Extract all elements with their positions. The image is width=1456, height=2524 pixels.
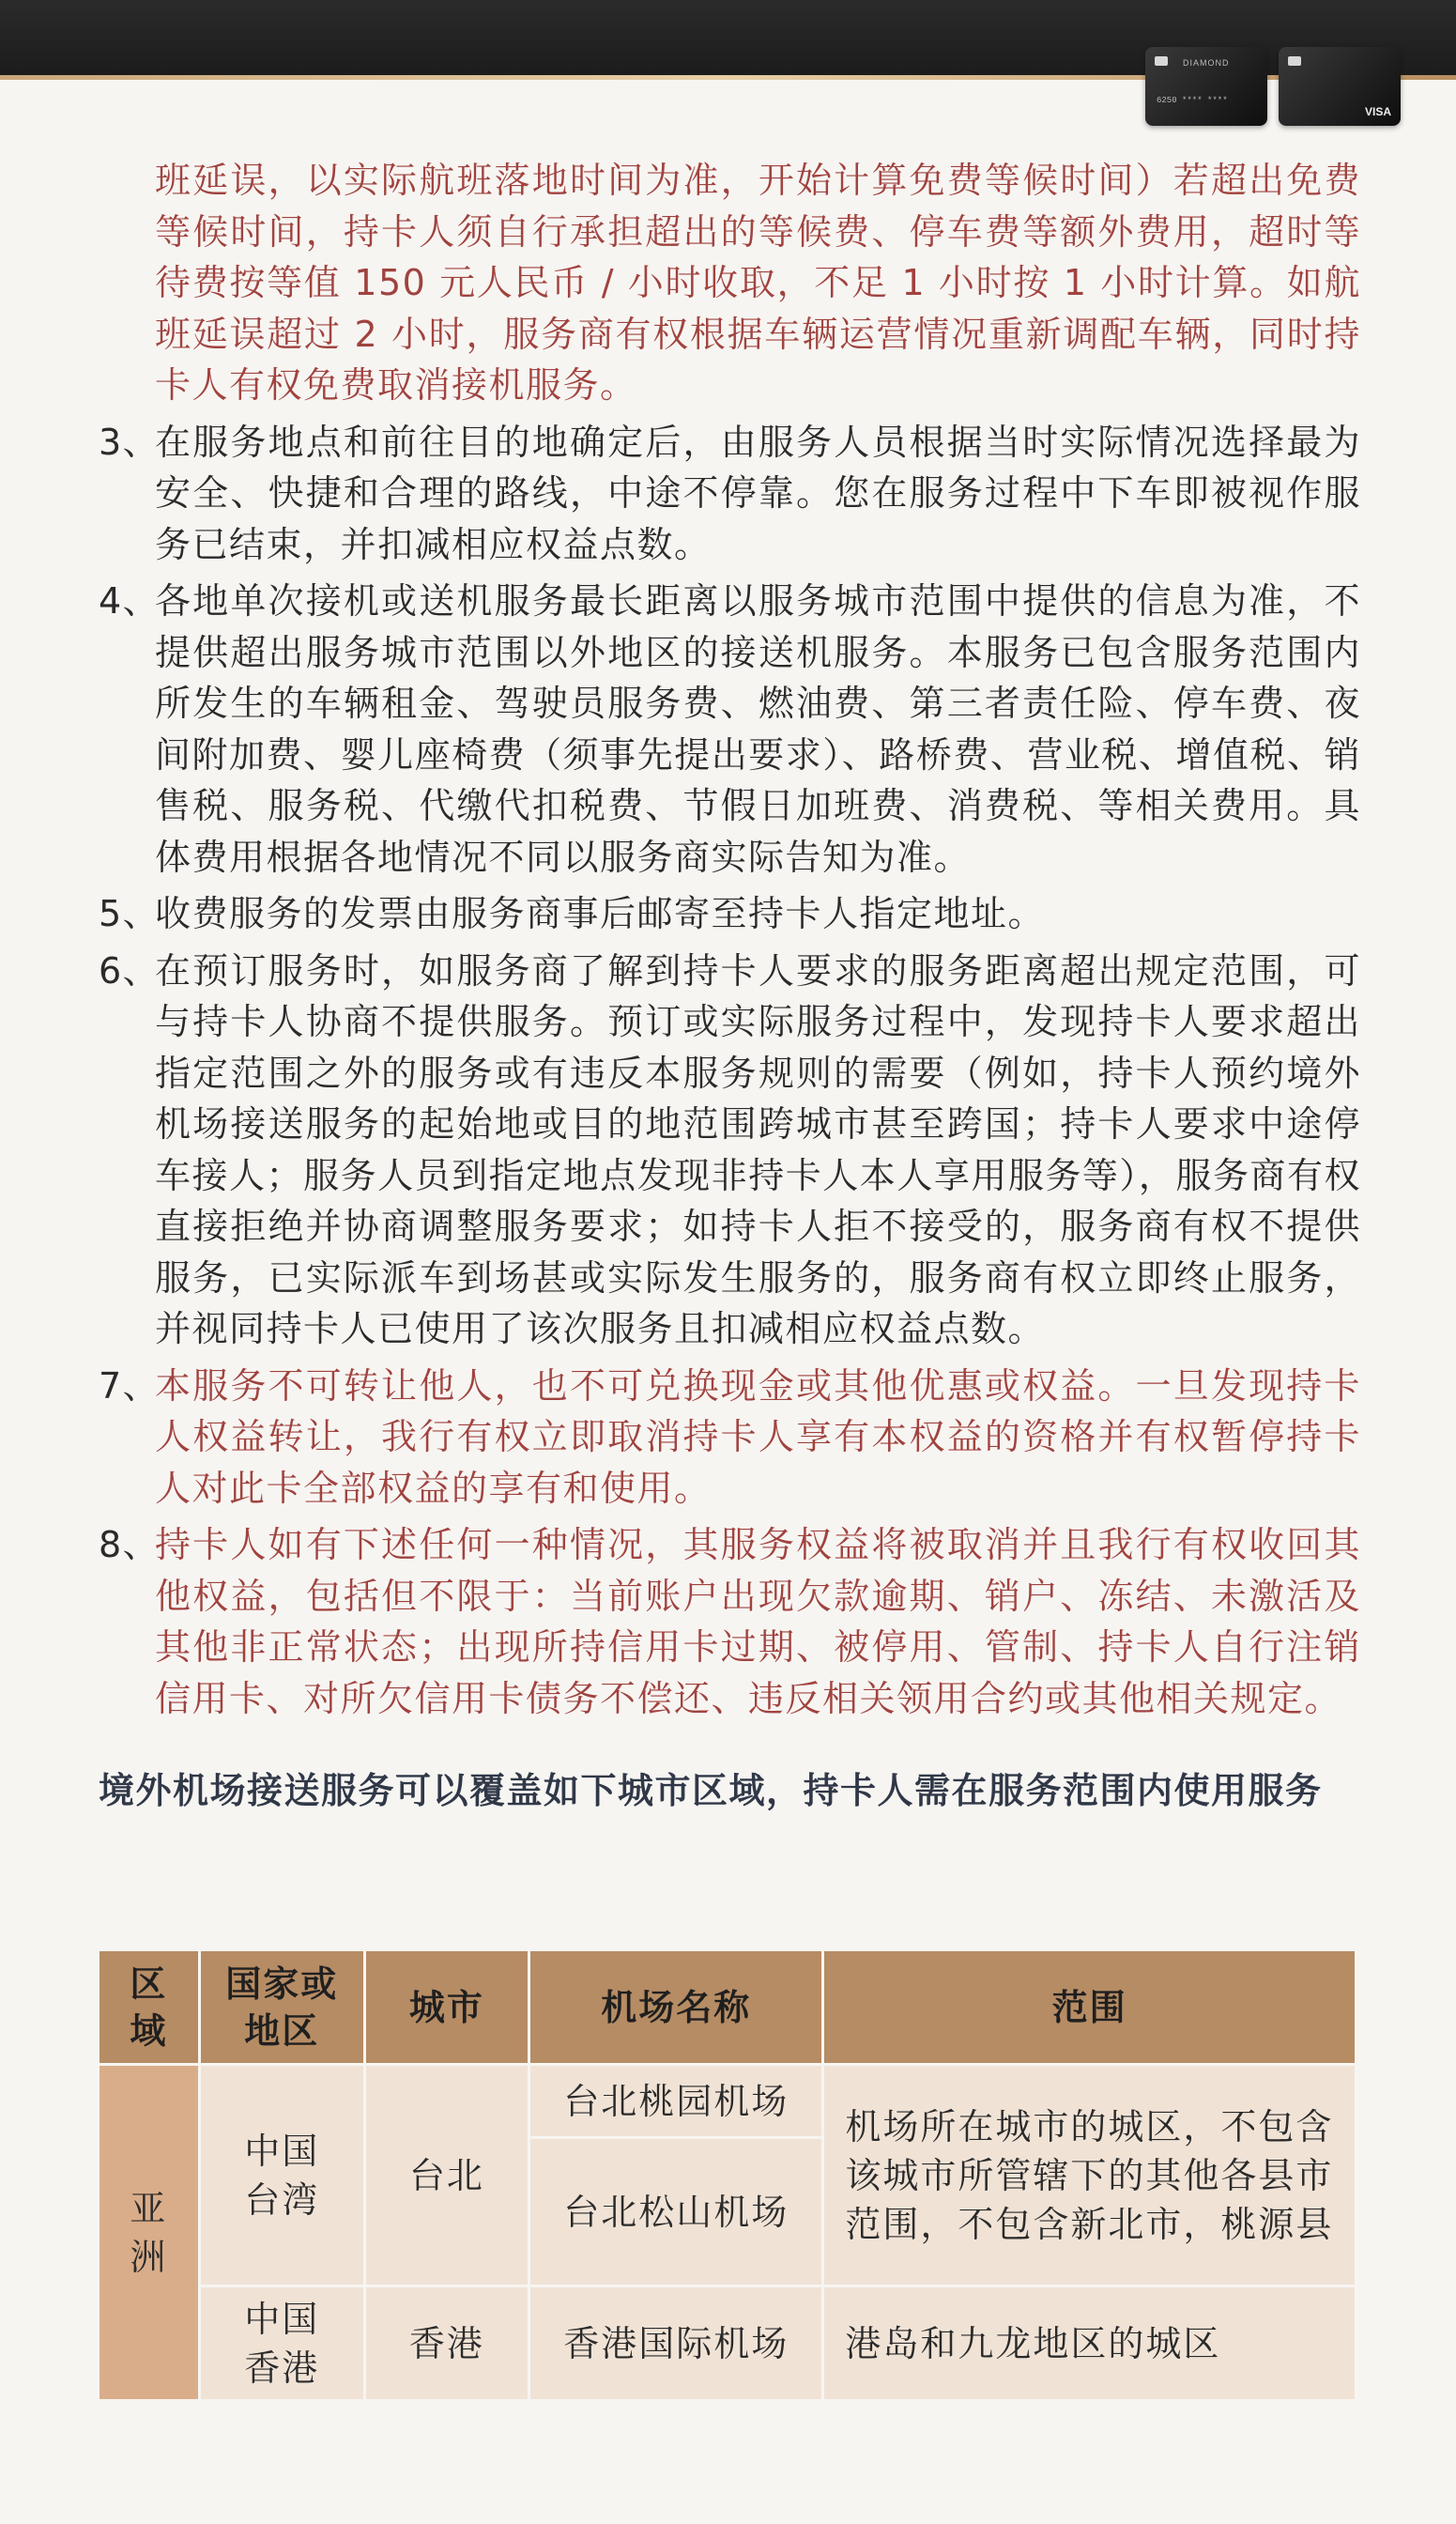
visa-logo-icon: VISA xyxy=(1364,105,1391,118)
item-text: 本服务不可转让他人，也不可兑换现金或其他优惠或权益。一旦发现持卡人权益转让，我行有权立即取消持卡人享有本权益的资格并有权暂停持卡人对此卡全部权益的享有和使用。 xyxy=(155,1364,1361,1509)
header-region: 区域 xyxy=(99,1950,200,2065)
card-chip-icon xyxy=(1155,56,1168,66)
term-item-5 xyxy=(99,888,1361,940)
scope-cell: 港岛和九龙地区的城区 xyxy=(823,2286,1356,2401)
item-number: 5、 xyxy=(99,893,161,934)
item-number: 7、 xyxy=(99,1364,161,1407)
table-header-row xyxy=(99,1950,1356,2065)
paragraph-continuation xyxy=(99,155,1361,411)
item-text: 收费服务的发票由服务商事后邮寄至持卡人指定地址。 xyxy=(155,893,1046,934)
term-item-4 xyxy=(99,576,1361,883)
item-text: 班延误，以实际航班落地时间为准，开始计算免费等候时间）若超出免费等候时间，持卡人须自行承担超出的等候费、停车费等额外费用，超时等待费按等值 150 元人民币 / 小时收取，不足 1 小时按 1 小时计算。如航班延误超过 2 小时，服务商有权根据车辆运营情况重新调配车辆，同时持卡人有权免费取消接机服务。 xyxy=(155,160,1361,406)
header-country: 国家或地区 xyxy=(199,1950,364,2065)
credit-card-image-2 xyxy=(1279,47,1401,126)
airport-cell: 台北桃园机场 xyxy=(529,2065,823,2138)
item-number: 8、 xyxy=(99,1524,161,1565)
coverage-table xyxy=(97,1948,1357,2402)
card-chip-icon xyxy=(1288,56,1301,66)
table-row xyxy=(99,2065,1356,2138)
item-text: 在服务地点和前往目的地确定后，由服务人员根据当时实际情况选择最为安全、快捷和合理的路线，中途不停靠。您在服务过程中下车即被视作服务已结束，并扣减相应权益点数。 xyxy=(155,421,1361,565)
item-number: 6、 xyxy=(99,949,161,992)
header-scope: 范围 xyxy=(823,1950,1356,2065)
header-airport: 机场名称 xyxy=(529,1950,823,2065)
item-number: 4、 xyxy=(99,580,161,622)
term-item-3 xyxy=(99,417,1361,571)
term-item-7 xyxy=(99,1361,1361,1515)
country-cell: 中国香港 xyxy=(199,2286,364,2401)
city-cell: 台北 xyxy=(364,2065,529,2286)
scope-cell: 机场所在城市的城区，不包含该城市所管辖下的其他各县市范围，不包含新北市，桃源县 xyxy=(823,2065,1356,2286)
item-number: 3、 xyxy=(99,421,161,463)
region-cell: 亚洲 xyxy=(99,2065,200,2401)
airport-cell: 台北松山机场 xyxy=(529,2138,823,2286)
terms-content xyxy=(99,155,1361,1816)
credit-card-image-1 xyxy=(1145,47,1267,126)
coverage-heading: 境外机场接送服务可以覆盖如下城市区域，持卡人需在服务范围内使用服务 xyxy=(99,1770,1323,1811)
item-text: 持卡人如有下述任何一种情况，其服务权益将被取消并且我行有权收回其他权益，包括但不限于：当前账户出现欠款逾期、销户、冻结、未激活及其他非正常状态；出现所持信用卡过期、被停用、管制、持卡人自行注销信用卡、对所欠信用卡债务不偿还、违反相关领用合约或其他相关规定。 xyxy=(155,1524,1361,1719)
city-cell: 香港 xyxy=(364,2286,529,2401)
header-city: 城市 xyxy=(364,1950,529,2065)
item-text: 在预订服务时，如服务商了解到持卡人要求的服务距离超出规定范围，可与持卡人协商不提供服务。预订或实际服务过程中，发现持卡人要求超出指定范围之外的服务或有违反本服务规则的需要（例如，持卡人预约境外机场接送服务的起始地或目的地范围跨城市甚至跨国；持卡人要求中途停车接人；服务人员到指定地点发现非持卡人本人享用服务等），服务商有权直接拒绝并协商调整服务要求；如持卡人拒不接受的，服务商有权不提供服务，已实际派车到场甚或实际发生服务的，服务商有权立即终止服务，并视同持卡人已使用了该次服务且扣减相应权益点数。 xyxy=(155,949,1361,1349)
card-number: 6250 **** **** xyxy=(1157,96,1228,105)
airport-cell: 香港国际机场 xyxy=(529,2286,823,2401)
country-cell: 中国台湾 xyxy=(199,2065,364,2286)
item-text: 各地单次接机或送机服务最长距离以服务城市范围中提供的信息为准，不提供超出服务城市范围以外地区的接送机服务。本服务已包含服务范围内所发生的车辆租金、驾驶员服务费、燃油费、第三者责任险、停车费、夜间附加费、婴儿座椅费（须事先提出要求）、路桥费、营业税、增值税、销售税、服务税、代缴代扣税费、节假日加班费、消费税、等相关费用。具体费用根据各地情况不同以服务商实际告知为准。 xyxy=(155,580,1361,878)
card-label: DIAMOND xyxy=(1183,58,1230,68)
table-row xyxy=(99,2286,1356,2401)
term-item-6 xyxy=(99,946,1361,1355)
term-item-8 xyxy=(99,1519,1361,1724)
